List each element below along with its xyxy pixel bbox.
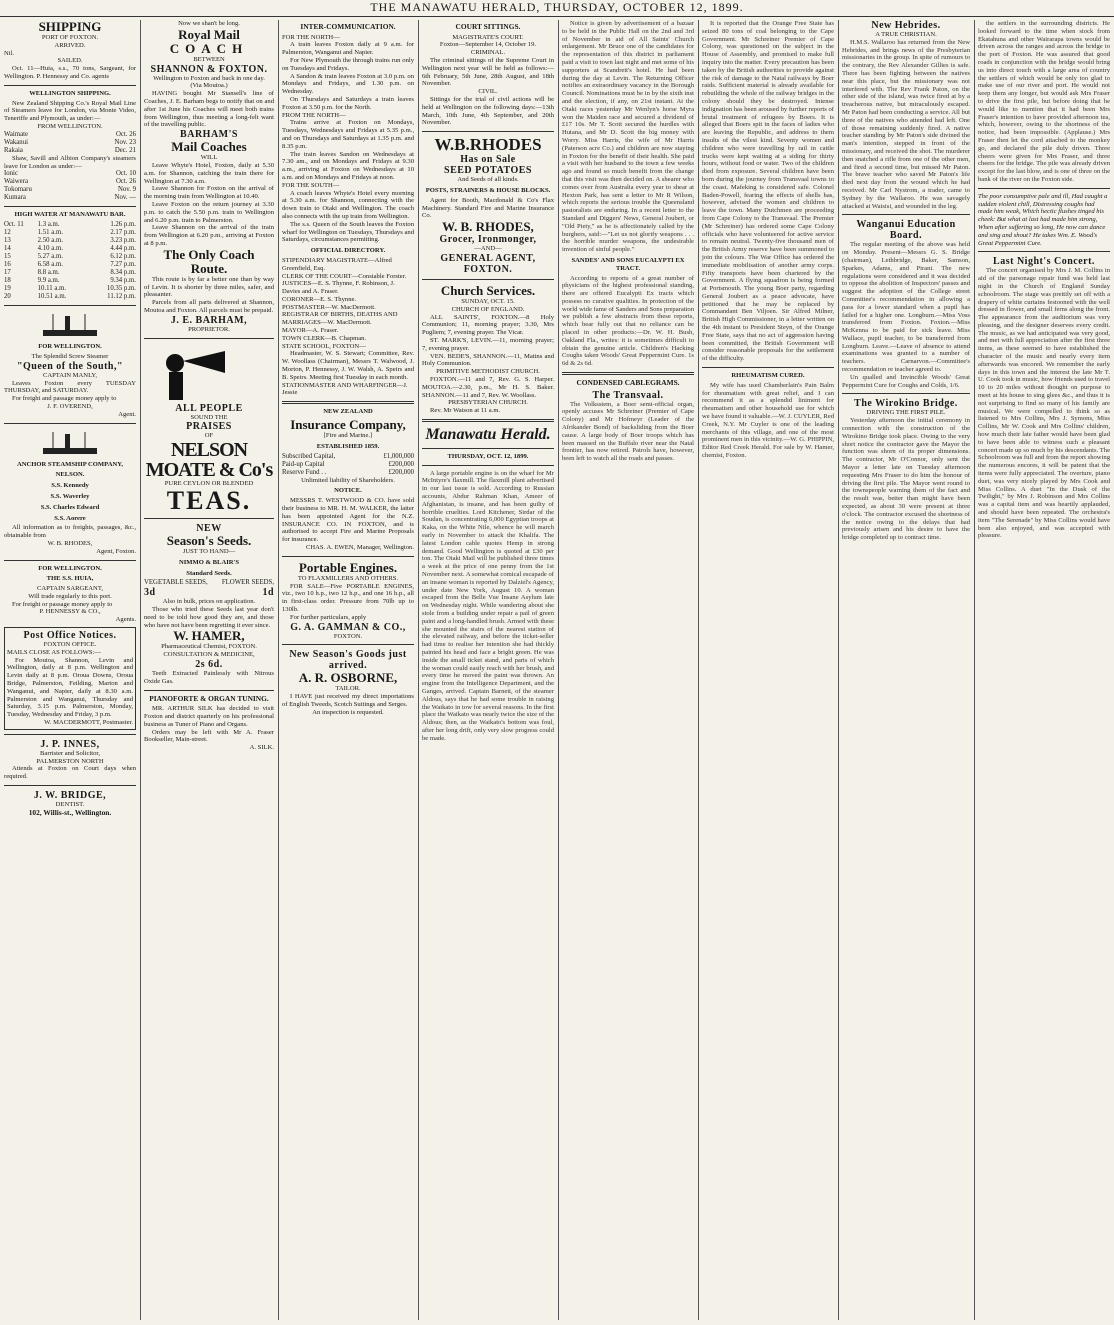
only-coach-route: The Only Coach Route.: [163, 246, 255, 276]
steamship-icon: [35, 428, 105, 458]
from-wellington-label: FROM WELLINGTON.: [37, 122, 103, 130]
barhams: BARHAM'S: [180, 129, 238, 141]
flaxmillers: TO FLAXMILLERS AND OTHERS.: [297, 574, 399, 582]
tide-row: 13 2.50 a.m. 3.23 p.m.: [4, 237, 136, 245]
rhodes-banner: W.B.RHODES: [434, 135, 542, 155]
anchor-heading: ANCHOR STEAMSHIP COMPANY,: [16, 460, 124, 468]
huia-text: Will trade regularly to this port.: [28, 592, 112, 600]
news-article: Notice is given by advertisement of a bazaar to be held in the Public Hall on the 2nd and 3rd of November in aid of All Saints' Church enlargement. Mr Bruce one of the candidates for the representation of this district in parliament paid a visit to town last night and met some of his supporters at Scandrett's hotel. He had been during the day at Levin. The Returning Officer notifies an extraordinary vacancy in the Borough Council. Nominations must be in by the sixth inst and the election, if any, on 21st instant. At the Otaki races yesterday Mr Wenlyn's horse Myra won the Maiden race and secured a dividend of £17 10s. Mr T. Scott secured the hurdles with Hutana, and Mr D. Scott the big money with Worry. Miss Harris, the wife of Mr Harris (Paterson acre Co.) and children are now staying in Foxton for the benefit of their health. She paid a visit with her husband to the town a few weeks ago and found so much benefit from the change that this visit was then decided on. A shearer who comes over from Australia every year to shear at Hexton Park, has sent a letter to Mr R Wilson, which reports the serious trouble the Queensland pastoralists are enduring. In a recent letter to the Standard and Diggers' News, General Joubert, or "Old Piety," as he is affectionately called by the burghers, said:—"Let us not glorify weapons . . . the horrible murder weapons, the undesirable invention of sinful people.": [562, 20, 694, 254]
for-wellington-heading-2: FOR WELLINGTON.: [38, 564, 102, 572]
column-news-1: [558, 20, 698, 1320]
tide-row: 15 5.27 a.m. 6.12 p.m.: [4, 253, 136, 261]
sailed-text: Oct. 11—Huia, s.s., 70 tons, Sargeant, for Wellington. P. Hennessy and Co. agents: [4, 65, 136, 80]
all-people: ALL PEOPLE: [175, 402, 243, 414]
rhodes-name: W. B. RHODES,: [442, 219, 534, 235]
just-to-hand: JUST TO HAND—: [182, 547, 236, 555]
hennessy: P. HENNESSY & CO.,: [39, 608, 101, 616]
now-we-shant: Now we shan't be long.: [178, 20, 240, 27]
methodist-text: FOXTON.—11 and 7, Rev. G. S. Harper. MOUTOA.—2.30, p.m., Mr H. S. Baker. SHANNON.—11 and 7, Rev. W. Woollass.: [422, 375, 554, 399]
education-heading: Wanganui Education Board.: [856, 219, 956, 242]
town-clerk: TOWN CLERK—B. Chapman.: [282, 334, 367, 342]
ship-date: Dec. 21: [114, 146, 136, 154]
port-label: PORT OF FOXTON.: [41, 34, 99, 41]
tide-row: 20 10.51 a.m. 11.12 p.m.: [4, 293, 136, 301]
sandes-heading: SANDES' AND SONS EUCALYPTI EX TRACT.: [571, 256, 685, 272]
osborne: A. R. OSBORNE,: [298, 670, 398, 686]
concert-heading: Last Night's Concert.: [993, 256, 1095, 268]
education-text: The regular meeting of the above was held on Monday. Present—Messrs G. S. Bridge (chairman), Lethbridge, Baker, Samson, Sparkes, Adams, and Pirani. The new regulations were considered and it was decided to oppose the abolition of Inspectors' passes and suggest the adoption of the College street Committee's recommendation in allowing a pass for a lower standard when a pupil has failed for a higher one. Longburn.—Miss Voss transferred from Foxton. Foxton.—Miss McKenna to be paid for sick leave. Miss Wallace, pupil teacher, to be transferred from Longburn. Leave.—Leave of absence to attend examinations was granted to a number of teachers. Carnarvon.—Committee's recommendation re teacher agreed to.: [842, 241, 970, 374]
herald-title: Manawatu Herald.: [425, 425, 551, 443]
bridge-name: J. W. BRIDGE,: [33, 790, 107, 802]
wellington-one-day: Wellington to Foxton and back in one day.: [153, 74, 265, 82]
north-text: A train leaves Foxton daily at 9 a.m. for Palmerston, Wanganui and Napier.: [282, 41, 414, 57]
gamman-foxton: FOXTON.: [333, 632, 363, 640]
bulk-text: Also in bulk, prices on application.: [162, 598, 256, 606]
rheumatism-text: My wife has used Chamberlain's Pain Balm for rheumatism with great relief, and I can recommend it as a splendid liniment for rheumatism and other household use for which we have found it valuable.—W. J. CUYLER, Red Creek, N.Y. Mr Cuyler is one of the leading merchants of this village, and one of the most prominent men in this vicinity.—W. G. PHIPPIN, Editor Red Creek Herald. For sale by W. Hamer, chemist, Foxton.: [702, 381, 834, 460]
hebrides-heading: New Hebrides.: [871, 20, 941, 31]
tide-row: 19 10.11 a.m. 10.35 p.m.: [4, 285, 136, 293]
consultation-price: 2s 6d.: [195, 659, 223, 671]
ship-name: Ionic: [4, 170, 18, 178]
tide-table: [4, 221, 136, 301]
leave-4: Leave Shannon on the arrival of the train from Wellington at 6.20 p.m., arriving at Foxton at 8 p.m.: [144, 224, 274, 247]
osborne-text: I HAVE just received my direct importations of English Tweeds, Scotch Suitings and Serges.: [282, 693, 414, 708]
justices: JUSTICES—E. S. Thynne, F. Robinson, J. Davies and A. Fraser.: [282, 280, 395, 296]
church-services: Church Services.: [440, 282, 536, 298]
wellington-shipping-heading: WELLINGTON SHIPPING.: [29, 89, 111, 97]
general-agent: GENERAL AGENT,: [440, 252, 536, 264]
ship-date: Oct. 10: [115, 170, 136, 178]
state-school: STATE SCHOOL, FOXTON—: [282, 342, 366, 350]
seed-prices: [144, 579, 274, 598]
stationmaster: STATIONMASTER AND WHARFINGER—J. Jessie: [282, 381, 408, 397]
court-sittings: COURT SITTINGS.: [455, 22, 521, 31]
inspection: An inspection is requested.: [312, 708, 384, 716]
nelson-moate: NELSON MOATE & Co's: [145, 439, 273, 482]
and-label: —AND—: [474, 245, 502, 253]
teas: TEAS.: [166, 485, 252, 515]
agent-text: Agent for Booth, Macdonald & Co's Flax Machinery. Standard Fire and Marine Insurance Co.: [422, 196, 554, 220]
registrar: REGISTRAR OF BIRTHS, DEATHS AND MARRIAGES—W. MacDermott.: [282, 311, 398, 327]
palmerston: PALMERSTON NORTH: [36, 757, 104, 765]
st-marks: ST. MARK'S, LEVIN.—11, morning prayer; 7, evening prayer.: [422, 336, 554, 352]
willis-address: 102, Willis-st., Wellington.: [28, 807, 112, 817]
magistrate: STIPENDIARY MAGISTRATE—Alfred Greenfield, Esq.: [282, 256, 392, 272]
mails-close: MAILS CLOSE AS FOLLOWS:—: [7, 648, 101, 656]
overend: J. F. OVEREND,: [47, 402, 93, 410]
news-article: It is reported that the Orange Free State has seized 80 tons of coal belonging to the Cape Government. Mr Schreiner Premier of Cape Colony, was questioned on the subject in the House of Assembly, and promised to make full inquiry into the matter. Every precaution has been taken by the British authorities to provide against the risk of damage to the Natal railways by Boer raids. Sufficient material is already available for rebuilding the whole of the railway bridges in the colony should they be destroyed. Intense indignation has been aroused by further reports of brutal treatment of refugees by Boers. It is alleged that Boers spit in the faces of ladies who are leaving the Republic, and address to them insults of the vilest kind. Seventy women and children who were travelling by rail in cattle trucks were kept waiting at a siding for thirty hours, without food or water. Two of the children died from exposure. Several children have been born during the journey from Transvaal towns to the coast. Mafeking is considered safe. Colonel Baden-Powell, fearing the effects of shells has, however, advised the women and children to leave the town. Many Dutchmen are proceeding from Cape Colony to the Transvaal. The Premier (Mr Schreiner) has ordered some Cape Colony officials who have volunteered for active service to remain neutral. Twenty-five thousand men of the British Army reserve have been summoned to join the colours. The War Office has ordered the immediate mobilisation of another army corps. Fifty transports have been chartered by the Government. A flying squadron is being formed at Portsmouth. The young Boer party, regarding General Joubert as a peace advocate, have petitioned that he may be replaced by Commandant Ben Viljoen. Sir Alfred Milner, British High Commissioner, in a letter written on the 4th instant to President Steyn, of the Orange Free State, says that no act of aggression having been committed, the British Government will consider reasonable proposals for the settlement of the difficulty.: [702, 20, 834, 363]
posts: POSTS, STRAINERS & HOUSE BLOCKS.: [425, 186, 551, 194]
ship-date: Oct. 26: [115, 130, 136, 138]
having-text: HAVING bought Mr Stansell's line of Coaches, J. E. Barham begs to notify that on and after 1st June his Coaches will meet both trains from Wellington, thus meeting a long-felt want of the travelling public.: [144, 90, 274, 129]
tide-heading: HIGH WATER AT MANAWATU BAR.: [14, 211, 126, 219]
anchor-ship: S.S. Charles Edward: [40, 503, 100, 511]
bridge-article-cont: the settlers in the surrounding districts. He looked forward to the time when stock from Ekatahuna and other Wairarapa towns would be driven across the ranges and across the bridge to the port of Foxton. He was assured that good roads in conjunction with the bridge would bring us into direct touch with a large area of country the settlers of which would be only too glad to make use of our river and port. He would not keep them any longer, but would ask Mrs Fraser to drive the first pile, but before doing that he would like to mention that it had been Mrs Fraser's intention to have provided afternoon tea, which, however, owing to the shortness of the notice, had been impossible. (Applause.) Mrs Fraser then let the cord attached to the monkey go, and declared the pile duly driven. Three cheers were given for Mrs Fraser, and three cheers for the bridge. The pile was already driven except for the last blow, and is one of three on the bank of the river on the Foxton side.: [978, 20, 1110, 183]
column-coach-ads: [140, 20, 278, 1320]
shaw-text: Shaw, Savill and Albion Company's steamers leave for London as under:—: [4, 154, 136, 170]
pharmaceutical-chemist: Pharmaceutical Chemist, FOXTON.: [161, 643, 257, 651]
dentist: DENTIST.: [55, 801, 85, 809]
sound-the: SOUND THE: [190, 413, 228, 421]
queen-name: "Queen of the South,": [16, 360, 124, 372]
foxton-office: FOXTON OFFICE.: [43, 641, 97, 649]
postmaster-dir: POSTMASTER—W. MacDermott.: [282, 303, 376, 311]
clerk: CLERK OF THE COURT—Constable Forster.: [282, 272, 407, 280]
column-news-4: [974, 20, 1114, 1320]
postmaster: W. MACDERMOTT, Postmaster.: [44, 719, 133, 727]
rhodes-agent-foxton: Agent, Foxton.: [96, 547, 136, 555]
pure-ceylon: PURE CEYLON OR BLENDED: [164, 480, 254, 488]
bedes: VEN. BEDE'S, SHANNON.—11, Matins and Holy Communion.: [422, 352, 554, 368]
column-intercommunication: [278, 20, 418, 1320]
seeds-sorts: And Seeds of all kinds.: [457, 176, 519, 184]
ship-name: Tokomaru: [4, 186, 32, 194]
tide-row: 12 1.51 a.m. 2.17 p.m.: [4, 229, 136, 237]
grocer: Grocer, Ironmonger,: [439, 234, 537, 246]
consultation: CONSULTATION & MEDICINE,: [163, 651, 255, 659]
teeth-text: Teeth Extracted Painlessly with Nitrous Oxide Gas.: [144, 670, 274, 685]
new-goods: New Season's Goods just arrived.: [289, 649, 407, 672]
particulars: For further particulars, apply: [290, 613, 367, 621]
nimmo-blair: NIMMO & BLAIR'S: [178, 558, 240, 566]
from-north: FROM THE NORTH—: [282, 111, 346, 119]
for-north: FOR THE NORTH—: [282, 33, 340, 41]
fire-marine: [Fire and Marine.]: [323, 432, 373, 440]
leave-1: Leave Whyte's Hotel, Foxton, daily at 5.30 a.m. for Shannon, catching the train there for Wellington at 7.30 a.m.: [144, 161, 274, 185]
notice-text: MESSRS T. WESTWOOD & CO. have sold their business to MR. H. M. WALKER, the latter has been appointed Agent for the N.Z. INSURANCE CO. IN FOXTON, and is authorised to accept Fire and Marine Proposals for insurance.: [282, 497, 414, 544]
rhodes-foxton: FOXTON.: [463, 263, 513, 275]
freight-text-2: For freight or passage money apply to: [12, 600, 113, 608]
presbyterian-text: Rev. Mr Watson at 11 a.m.: [430, 407, 501, 415]
driving-first-pile: DRIVING THE FIRST PILE.: [866, 409, 946, 417]
royal-mail: Royal Mail: [178, 26, 240, 42]
ship-date: Nov. 23: [114, 138, 136, 146]
ship-name: Rakaia: [4, 146, 23, 154]
criminal-text: The criminal sittings of the Supreme Court in Wellington next year will be held as follows:—6th February, 5th June, 28th August, and 18th November.: [422, 56, 554, 88]
new-label: NEW: [196, 522, 222, 534]
has-on-sale: Has on Sale: [460, 154, 516, 166]
sandon-text: A Sandon & train leaves Foxton at 3.0 p.m. on Mondays and Fridays, and 1.30 p.m. on Wednesday.: [282, 72, 414, 96]
seeds-text: Those who tried these Seeds last year don't need to be told how good they are, and those who have not have been regretting it ever since.: [144, 606, 274, 629]
ship-name: Wakanui: [4, 138, 28, 146]
established: ESTABLISHED 1859.: [316, 442, 380, 450]
flower-seeds: FLOWER SEEDS,: [221, 579, 274, 587]
herald-trumpeter-icon: [145, 343, 273, 403]
wirokino-text: Yesterday afternoon the initial ceremony in connection with the construction of the Wirokino Bridge took place. Owing to the very short notice the contractor gave the Mayor the function was shorn of its proper dimensions. The contractor, Mr O'Connor, only sent the Mayor a letter late on Tuesday afternoon requesting Mrs Fraser to do him the honour of driving the first pile. The Mayor went round to the townspeople warning them of the fact and the result was, better than might have been expected, as about 30 were present at three o'clock. The contractor excused the shortness of the notice owing to the delays that had previously arisen and his desire to have the bridge completed up to contract time.: [842, 417, 970, 542]
hamer-name: W. HAMER,: [173, 628, 245, 644]
peppermint-poem: The poor consumptive pale and ill, Had caught a sudden violent chill, Distressing coughs had made him weak, Which hectic flushes tinged his cheek: But what at last had made him strong, When after suffering so long, He now can dance and sing and shout? He takes Wm. E. Wood's Great Peppermint Cure.: [978, 192, 1108, 247]
ship-schedule-2: [4, 170, 136, 202]
innes-name: J. P. INNES,: [40, 738, 100, 750]
leave-3: Leave Foxton on the return journey at 3.30 p.m. to catch the 5.50 p.m. train to Wellington and 6.20 p.m. train to Palmerston.: [144, 200, 274, 224]
flower-price: 1d: [262, 587, 274, 599]
column-news-2: [698, 20, 838, 1320]
tide-row: 18 9.9 a.m. 9.34 p.m.: [4, 277, 136, 285]
ship-schedule-1: [4, 131, 136, 155]
notice-heading: NOTICE.: [334, 487, 362, 495]
concert-text: The concert organised by Mrs J. M. Collins in aid of the parsonage repair fund was held last night in the Church of England Sunday schoolroom. The stage was prettily set off with a drapery of white curtains festooned with the well dressed in flower, and small ferns along the front. The appearance from the auditorium was very pleasing, and the designer deserves every credit. The music, as we had anticipated was very good, and met with full appreciation after the first three items, as these seemed to have established the character of the music and nearly every item afterwards was encored. We remember the early days in this town and the interest the late Mr T. U. Cook took in music, how friends used to travel 10 to 20 miles without thought on purpose to meet at his house to sing glees &c., and thus it is not surprising to find so many of his family are musical. We were compelled to think so as listened to Mrs Collins, Mrs J. Symons, Miss Collins, Mr W. Cook and Mrs Collins' children, how much their late father would have been glad to have been able to witness such a pleasant concert made up so much by his descendants. The Schoolroom was full and from the report showing the numerous encores, it will be patent that the items were fully appreciated. The overture, piano duet, was very nicely played by Mrs Cook and Miss Collins. A duet "In the Dusk of the Twilight," by Mrs J. Robinson and Mrs Collins was a capital item and was heartily applauded, and should have been repeated. The orchestra's item "The Serenade" by Miss Collins would have been also enjoyed, and was accepted with pleasure.: [978, 267, 1110, 540]
steamship-icon: [35, 310, 105, 340]
overend-agent: Agent.: [118, 410, 136, 418]
standard-seeds: Standard Seeds.: [186, 569, 232, 577]
for-south: FOR THE SOUTH—: [282, 181, 340, 189]
ship-name: Waiwera: [4, 178, 28, 186]
shipping-heading: SHIPPING: [38, 20, 102, 34]
thursday-text: On Thursdays and Saturdays a train leaves Foxton at 3.50 p.m. for the North.: [282, 95, 414, 111]
transvaal-text: The Volksstem, a Boer semi-official organ, openly accuses Mr Schreiner (Premier of Cape Colony) and Mr Hofmeyr (Leader of the Afrikander Bond) of backsliding from the Boer cause. A large body of Boer troops which has been massed on the Buffalo river near the Natal frontier, has now retired. Patrols have, however, been left to watch all the roads and passes.: [562, 400, 694, 463]
vegetable-seeds: VEGETABLE SEEDS,: [144, 579, 208, 587]
coach-heading: COACH: [169, 40, 249, 56]
portable-engines: Portable Engines.: [298, 559, 398, 575]
peppermint-text: Un qualled and Invincible Woods' Great Peppermint Cure for Coughs and Colds, 1/6.: [842, 373, 970, 389]
church-of-england: CHURCH OF ENGLAND.: [451, 305, 525, 313]
nz-label: NEW ZEALAND: [323, 408, 373, 416]
masthead: [0, 0, 1114, 17]
sandes-text: According to reports of a great number of physicians of the highest professional standing, there are offered Eucalypti Ex tracts which possess no curative qualities. In protection of the world wide fame of Sanders and Sons preparation we publish a few abstracts from these reports, which bear fully out that no reliance can be placed in other products:—Dr. W. H. Bush, Oakland Fla., writes: it is sometimes difficult to obtain the genuine article. Children's Hacking Coughs taken Woods' Great Peppermint Cure. 1s 6d & 2s 6d.: [562, 274, 694, 368]
tide-row: 16 6.58 a.m. 7.27 p.m.: [4, 261, 136, 269]
ship-date: Nov. —: [114, 194, 136, 202]
sandon-train: The train leaves Sandon on Wednesdays at 7.30 am., and on Mondays and Fridays at 9.30 a.m., arriving at Foxton on Wednesdays at 10 a.m. and on Mondays and Fridays at noon.: [282, 150, 414, 181]
news-article: A large portable engine is on the wharf for Mr McIntyre's flaxmill. The flaxmill plant advertised in our last issue is sold. According to Russian accounts, Abdur Rahman Khan, Ameer of Afghanistan, is insane, and has been guilty of horrible cruelties. Lord Kitchener, Sirdar of the Soudan, is concentrating 6,000 Egyptian troops at Kaka, on the White Nile, whence he will march early in November to attack the Khalifa. The latest London cable quotes Hemp in strong demand. Good Wellington is quoted at £30 per ton. The Otaki Mail will be published three times a week at the price of one penny from the 1st November next. A somewhat comical escapade of an insane woman is reported by Dalziel's Agency, under date New York, August 10. A woman escaped from the Belle Vue Insane Asylum late on Wednesday night. While wandering about she stole from a building under repair a pail of green paint and a long-handled brush. Armed with these she mounted the stairs of the nearest station of the elevated railway, and before the ticket-seller had time to realise her intention she had thickly painted his head and face a bright green. He was inside the small ticket stand, and parts of which the woman could easily reach with her brush, and every time he moved the paint was thrown. An engine from the Intelligence Department, and the Ganges, arrived. Captain Barnett, of the steamer Aldous, says that he had some trouble in raising the Waikato in tow for several reasons. In the first place the Waikato was nearly twice the size of the Aldous; then, as the Waikato's bottom was foul, after her long drift, only very slow progress could be made.: [422, 469, 554, 742]
coroner: CORONER—E. S. Thynne.: [282, 295, 357, 303]
only-coach-text: This route is by far a better one than by way of Levin. It is shorter by three miles, safer, and pleasanter.: [144, 275, 274, 299]
parcels-text: Parcels from all parts delivered at Shannon, Moutoa and Foxton. All parcels must be prepaid.: [144, 299, 274, 314]
plymouth-text: For New Plymouth the through trains run only on Tuesdays and Fridays.: [282, 56, 414, 72]
hebrides-text: H.M.S. Wallaroo has returned from the New Hebrides, and brings news of the Presbyterian missionaries in the group. In spite of rumours to the contrary, the Rev Alexander Gillies is safe. There has been fighting between the natives near this place, but the missionary was not interfered with. The Rev Frank Paton, on the other side of the island, was twice fired at by a treacherous native, but miraculously escaped. Mr Paton had been conducting a service. All but three of the natives who attended had left. One of those remaining suddenly fired. A native teacher standing by Mr Paton's side divined the man's intention, stepped in front of the missionary, and received the shot. The murderer then snatched a rifle from one of the other men, and fired a second time, but missed Mr Paton. The brave teacher who saved Mr Paton's life died next day from the wound which he had received. Mr Carl Nystrom, a trader, came to Sydney by the Wallaroo. He was savagely attacked at Waisisi, and wounded in the leg.: [842, 38, 970, 210]
column-court-rhodes: [418, 20, 558, 1320]
shannon-foxton: SHANNON & FOXTON.: [150, 63, 268, 75]
via-moutoa: (Via Moutoa.): [190, 82, 228, 90]
of-label: OF: [204, 432, 214, 440]
herald-date: THURSDAY, OCT. 12, 1899.: [447, 452, 529, 460]
innes-text: Attends at Foxton on Court days when required.: [4, 765, 136, 781]
coe-text: ALL SAINTS', FOXTON.—8 Holy Communion; 11, morning prayer; 3.30, Mrs Pugliem; 7, evening prayer. The Vicar.: [422, 313, 554, 337]
cablegrams-heading: CONDENSED CABLEGRAMS.: [576, 378, 680, 388]
sailed-label: SAILED.: [57, 57, 83, 65]
insurance-company: Insurance Company,: [290, 417, 406, 433]
captain-sargeant: CAPTAIN SARGEANT,: [36, 585, 104, 593]
court-date: Foxton—September 14, October 19.: [439, 41, 537, 49]
south-text: A coach leaves Whyte's Hotel every morning at 5.30 a.m. for Shannon, connecting with the down train to Otaki and Wellington. The coach also connects with the up train from Wellington.: [282, 189, 414, 220]
hennessy-agents: Agents.: [115, 616, 136, 624]
praises: PRAISES: [186, 421, 232, 433]
wellington-shipping-text: New Zealand Shipping Co.'s Royal Mail Line of Steamers leave for London, via Monte Video, Teneriffe and Plymouth, as under:—: [4, 99, 136, 123]
ewen-signature: CHAS. A. EWEN, Manager, Wellington.: [305, 544, 414, 552]
from-north-text: Trains arrive at Foxton on Mondays, Tuesdays, Wednesdays and Fridays at 5.35 p.m., and on Thursdays and Saturdays at 1.35 p.m. and 8.35 p.m.: [282, 119, 414, 150]
true-christian: A TRUE CHRISTIAN.: [875, 31, 937, 38]
criminal-label: CRIMINAL.: [470, 49, 506, 57]
ship-name: Waimate: [4, 130, 28, 138]
will-label: WILL: [200, 154, 218, 162]
huia-name: THE S.S. HUIA,: [46, 575, 94, 583]
sale-text: FOR SALE—Five PORTABLE ENGINES, viz., two 10 h.p., two 12 h.p., and one 16 h.p., all in first-class order. Pressure from 70lb up to 130lb.: [282, 582, 414, 613]
magistrates-court: MAGISTRATE'S COURT.: [452, 33, 524, 41]
tide-row: Oct. 11 1.3 a.m. 1.26 p.m.: [4, 221, 136, 229]
anchor-nelson: NELSON.: [55, 471, 85, 479]
rhodes-agent: W. B. RHODES,: [47, 539, 93, 547]
masthead-title: THE MANAWATU HERALD, THURSDAY, OCTOBER 12, 1899.: [370, 0, 744, 14]
official-directory: OFFICIAL DIRECTORY.: [310, 247, 386, 255]
silk-orders: Orders may be left with Mr A. Fraser Bookseller, Main-street.: [144, 728, 274, 744]
civil-text: Sittings for the trial of civil actions will be held at Wellington on the following days:—13th March, 10th June, 4th September, and 20th November.: [422, 95, 554, 127]
anchor-ship: S.S. Aorere: [54, 514, 86, 522]
barrister: Barrister and Solicitor,: [40, 749, 100, 757]
arrived-label: ARRIVED.: [54, 41, 86, 49]
column-news-3: [838, 20, 974, 1320]
for-wellington-heading: FOR WELLINGTON.: [38, 343, 102, 351]
liability: Unlimited liability of Shareholders.: [301, 476, 395, 484]
wirokino-heading: The Wirokino Bridge.: [854, 398, 958, 410]
mail-coaches: Mail Coaches: [171, 139, 247, 155]
silk-text: MR. ARTHUR SILK has decided to visit Foxton and district quarterly on his professional business as Tuner of Piano and Organs.: [144, 705, 274, 728]
ship-name: Kumara: [4, 194, 26, 202]
vegetable-price: 3d: [144, 587, 156, 599]
leave-2: Leave Shannon for Foxton on the arrival of the morning train from Wellington at 10.40.: [144, 185, 274, 201]
mayor: MAYOR—A. Fraser.: [282, 327, 339, 335]
captain-manly: CAPTAIN MANLY,: [42, 371, 97, 379]
tide-row: 14 4.10 a.m. 4.44 p.m.: [4, 245, 136, 253]
intercommunication-heading: INTER-COMMUNICATION.: [300, 22, 396, 31]
sunday-date: SUNDAY, OCT. 15.: [461, 297, 515, 305]
rheumatism-heading: RHEUMATISM CURED.: [731, 372, 805, 380]
tailor: TAILOR.: [335, 685, 361, 693]
anchor-ship: S.S. Kennedy: [51, 482, 89, 490]
silk-name: A. SILK.: [249, 744, 274, 752]
piano-tuning: PIANOFORTE & ORGAN TUNING.: [149, 693, 269, 703]
arrived-nil: Nil.: [4, 49, 15, 57]
school-text: Headmaster, W. S. Stewart; Committee, Rev. W. Woollass (Chairman), Messrs T. Walwood, J. Morton, P. Hennessy, J. W. Walsh, A. Speirs and B. Speirs. Meeting first Tuesday in each month.: [282, 350, 414, 381]
seasons-seeds: Season's Seeds.: [166, 532, 252, 548]
civil-label: CIVIL.: [478, 88, 498, 96]
column-shipping: [0, 20, 140, 1320]
mails-text: For Moutoa, Shannon, Levin and Wellington, daily at 8 p.m. Wellington and Levin daily at 8 p.m. Oroua Downs, Oroua Bridge, Palmerston, Feilding, Marton and Wanganui, and Napier, daily at 8.30 a.m. Palmerston and Wanganui, Thursday and Saturday, 3.15 p.m. Palmerston, Monday, Tuesday, Wednesday and Friday, 3 p.m.: [7, 656, 133, 719]
barham-name: J. E. BARHAM,: [170, 314, 248, 326]
post-office-heading: Post Office Notices.: [23, 630, 117, 642]
seed-potatoes: SEED POTATOES: [444, 165, 532, 177]
between-label: BETWEEN: [193, 55, 225, 63]
anchor-text: All information as to freights, passages, &c., obtainable from: [4, 524, 136, 540]
ship-date: Nov. 9: [117, 186, 136, 194]
splendid-label: The Splendid Screw Steamer: [31, 352, 109, 360]
presbyterian: PRESBYTERIAN CHURCH.: [448, 399, 528, 407]
methodist: PRIMITIVE METHODIST CHURCH.: [436, 368, 540, 376]
barham-proprietor: PROPRIETOR.: [188, 325, 230, 333]
queen-south-text: The s.s. Queen of the South leaves the Foxton wharf for Wellington on Tuesdays, Thursdays and Saturdays, circumstances permitting.: [282, 220, 414, 244]
gamman: G. A. GAMMAN & CO.,: [290, 621, 406, 633]
queen-text: Leaves Foxton every TUESDAY THURSDAY, and SATURDAY.: [4, 379, 136, 395]
ship-date: Oct. 26: [115, 178, 136, 186]
tide-row: 17 8.8 a.m. 8.34 p.m.: [4, 269, 136, 277]
transvaal-heading: The Transvaal.: [592, 389, 664, 401]
anchor-ship: S.S. Waverley: [50, 492, 90, 500]
capital-table: Subscribed Capital, £1,000,000 Paid-up Capital £200,000 Reserve Fund . . £200,000: [282, 452, 414, 476]
freight-text: For freight and passage money apply to: [12, 395, 117, 403]
